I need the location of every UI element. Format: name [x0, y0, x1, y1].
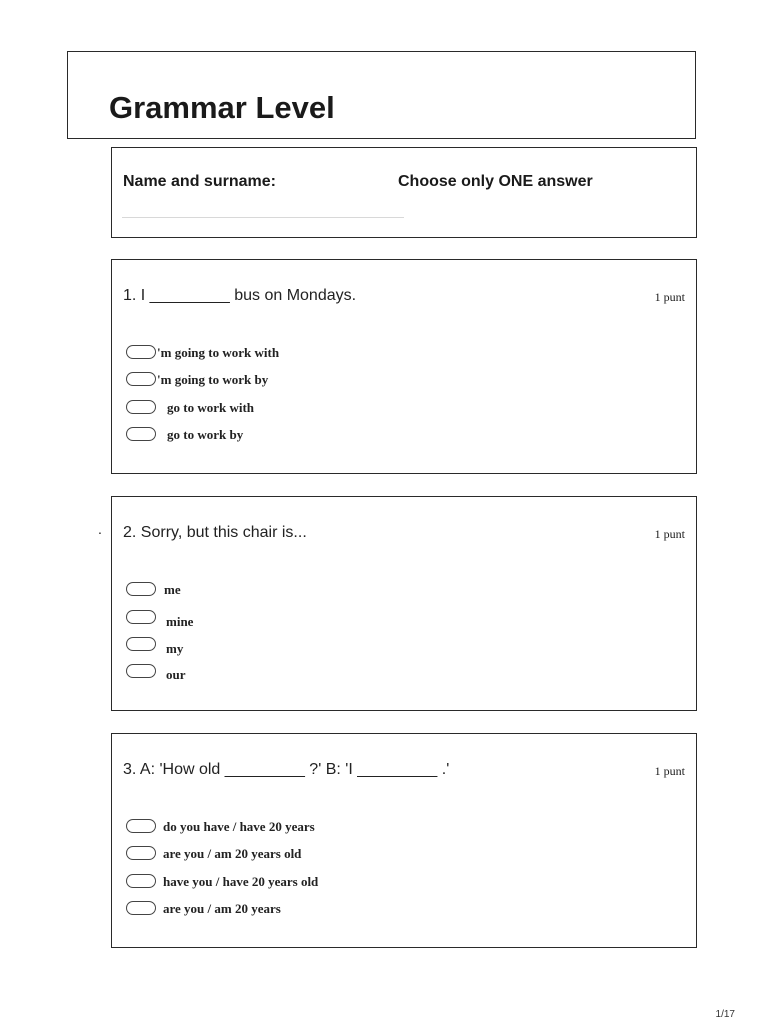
option-label: mine — [166, 614, 194, 629]
student-info-section — [111, 147, 697, 238]
option-label: go to work by — [167, 427, 244, 442]
question-points: 1 punt — [654, 764, 685, 778]
instruction-label: Choose only ONE answer — [398, 173, 593, 190]
option-label: do you have / have 20 years — [163, 819, 315, 834]
question-points: 1 punt — [654, 290, 685, 304]
radio-button[interactable] — [126, 427, 156, 441]
option-label: are you / am 20 years old — [163, 846, 302, 861]
radio-button[interactable] — [126, 664, 156, 678]
question-text: 2. Sorry, but this chair is... — [123, 524, 307, 541]
question-text: 1. I _________ bus on Mondays. — [123, 287, 357, 304]
question-text: 3. A: 'How old _________ ?' B: 'I _________ .' — [123, 761, 450, 778]
name-label: Name and surname: — [123, 173, 276, 190]
name-field[interactable] — [122, 217, 404, 218]
radio-button[interactable] — [126, 582, 156, 596]
option-label: our — [166, 667, 186, 682]
radio-button[interactable] — [126, 846, 156, 860]
radio-button[interactable] — [126, 819, 156, 833]
page-title: Grammar Level — [109, 90, 335, 125]
radio-button[interactable] — [126, 400, 156, 414]
option-label: go to work with — [167, 400, 255, 415]
question-card-2 — [111, 496, 697, 711]
option-label: 'm going to work with — [157, 345, 280, 360]
title-section — [67, 51, 696, 139]
option-label: have you / have 20 years old — [163, 874, 319, 889]
question-card-1 — [111, 259, 697, 474]
option-label: 'm going to work by — [157, 372, 269, 387]
option-label: are you / am 20 years — [163, 901, 281, 916]
radio-button[interactable] — [126, 610, 156, 624]
page-number: 1/17 — [715, 1009, 735, 1020]
radio-button[interactable] — [126, 901, 156, 915]
radio-button[interactable] — [126, 345, 156, 359]
radio-button[interactable] — [126, 372, 156, 386]
margin-mark: . — [98, 521, 102, 537]
option-label: my — [166, 641, 184, 656]
radio-button[interactable] — [126, 874, 156, 888]
radio-button[interactable] — [126, 637, 156, 651]
option-label: me — [164, 582, 181, 597]
question-points: 1 punt — [654, 527, 685, 541]
question-card-3 — [111, 733, 697, 948]
